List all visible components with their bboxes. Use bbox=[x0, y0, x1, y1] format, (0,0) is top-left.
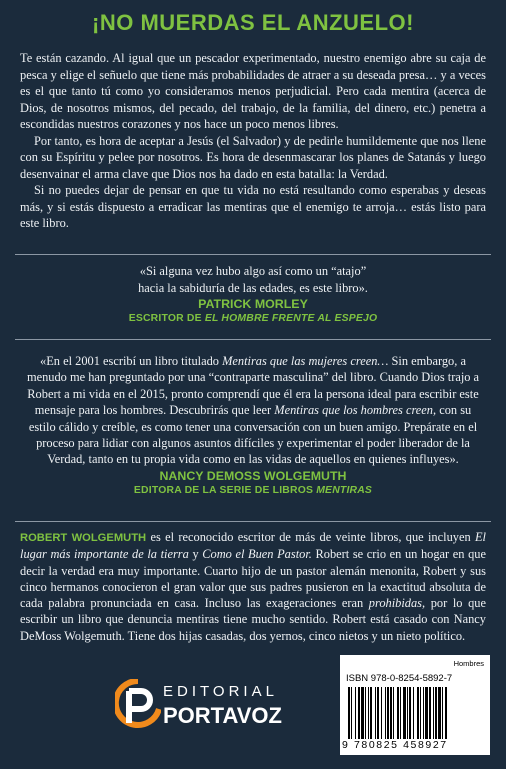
barcode-bar bbox=[423, 687, 424, 739]
endorser-role-prefix: EDITORA DE LA SERIE DE LIBROS bbox=[133, 484, 317, 496]
barcode-digits: 9 780825 458927 bbox=[342, 739, 448, 751]
barcode-bar bbox=[420, 687, 421, 739]
author-bio bbox=[20, 529, 486, 644]
barcode-bar bbox=[397, 687, 399, 739]
quote-text: «En el 2001 escribí un libro titulado bbox=[40, 354, 223, 368]
divider bbox=[15, 339, 491, 340]
intro-paragraph: Si no puedes dejar de pensar en que tu vida no está resultando como esperabas y deseas más, y si estás dispuesto a erradicar las mentiras que el enemigo te arroja… estás listo para este libro. bbox=[20, 183, 486, 230]
bio-text: Robert se crio en un hogar en que decir la verdad era muy importante. Cuarto hijo de un pastor alemán menonita, Robert y sus cinco hermanos conocieron el gran valor que sus padres pusieron en la exactitud absoluta de cada palabra pronunciada en casa. Incluso las exageraciones eran bbox=[20, 547, 486, 611]
bio-emphasis: prohibidas, bbox=[368, 596, 426, 611]
barcode-bar bbox=[445, 687, 447, 739]
barcode-bar bbox=[385, 687, 386, 739]
endorsement-quote bbox=[25, 353, 481, 468]
barcode-bar bbox=[425, 687, 428, 739]
bio-book-title: Como el Buen Pastor. bbox=[202, 547, 312, 562]
intro-paragraph: Te están cazando. Al igual que un pescador experimentado, nuestro enemigo abre su caja de pesca y elige el señuelo que tiene más probabilidades de atraer a su deseada presa… y a veces es el que tanto tú como yo consideramos menos perjudicial. Pero cada mentira (acerca de Dios, de nosotros mismos, del pecado, del trabajo, de la familia, del dinero, etc.) penetra a escondidas nuestros corazones y nos hace un poco menos libres. bbox=[20, 51, 486, 131]
barcode-bar bbox=[442, 687, 443, 739]
barcode-bar bbox=[358, 687, 360, 739]
endorser-role bbox=[25, 484, 481, 498]
barcode-bar bbox=[393, 687, 394, 739]
barcode-bar bbox=[407, 687, 408, 739]
bio-text: y bbox=[188, 547, 203, 562]
barcode-label bbox=[340, 655, 490, 755]
author-name: ROBERT WOLGEMUTH bbox=[20, 532, 147, 544]
barcode-bar bbox=[429, 687, 431, 739]
barcode-bar bbox=[435, 687, 437, 739]
quote-text: con su estilo cálido y creíble, es como tener una conversación con un buen amigo. Prepárate en el proceso para lidiar con algunos asuntos difíciles y experimentar el poder liberador de la Verdad, tanto en tu propia vida como en las vidas de aquellos en quienes influyes». bbox=[28, 403, 478, 467]
barcode-bar bbox=[433, 687, 434, 739]
barcode-bar bbox=[413, 687, 414, 739]
portavoz-p-logo-icon bbox=[115, 679, 161, 729]
barcode-bar bbox=[361, 687, 364, 739]
endorser-role-work: EL HOMBRE FRENTE AL ESPEJO bbox=[204, 313, 378, 324]
barcode-bar bbox=[368, 687, 369, 739]
barcode-bar bbox=[381, 687, 382, 739]
publisher-logo bbox=[115, 673, 282, 735]
intro-text bbox=[20, 50, 486, 232]
barcode-bar bbox=[348, 687, 350, 739]
barcode-bar bbox=[355, 687, 356, 739]
barcode-bar bbox=[400, 687, 401, 739]
endorsement-demoss bbox=[25, 353, 481, 498]
quote-text: Sin embargo, a menudo me han preguntado por una “contraparte masculina” del libro. Cuando Dios trajo a Robert a mi vida en el 2015, pronto comprendí que él era la persona ideal para escribir este mensaje para los hombres. Descubrirás que leer bbox=[26, 354, 480, 418]
intro-paragraph: Por tanto, es hora de aceptar a Jesús (el Salvador) y de pedirle humildemente que nos llene con su Espíritu y pelee por nosotros. Es hora de desenmascarar los planes de Satanás y luego desenvainar el arma clave que Dios nos ha dado en esta batalla: la Verdad. bbox=[20, 133, 486, 181]
barcode-bars bbox=[346, 687, 484, 739]
isbn-text: ISBN 978-0-8254-5892-7 bbox=[346, 673, 453, 684]
barcode-bar bbox=[438, 687, 441, 739]
barcode-bar bbox=[390, 687, 392, 739]
bio-text: es el reconocido escritor de más de veinte libros, que incluyen bbox=[146, 530, 475, 544]
barcode-bar bbox=[387, 687, 389, 739]
barcode-category: Hombres bbox=[453, 659, 484, 668]
endorser-role-work: MENTIRAS bbox=[316, 484, 373, 496]
divider bbox=[15, 521, 491, 522]
endorser-role-prefix: ESCRITOR DE bbox=[128, 313, 205, 324]
publisher-name-bottom: PORTAVOZ bbox=[163, 703, 282, 728]
divider bbox=[15, 254, 491, 255]
quote-book-title: Mentiras que las mujeres creen… bbox=[222, 354, 389, 368]
publisher-name-top: EDITORIAL bbox=[163, 683, 278, 700]
barcode-bar bbox=[377, 687, 379, 739]
bio-book-title: El lugar más importante de la tierra bbox=[20, 530, 486, 562]
barcode-bar bbox=[365, 687, 366, 739]
barcode-bar bbox=[351, 687, 352, 739]
endorsement-quote-line: hacia la sabiduría de las edades, es este libro». bbox=[138, 280, 368, 295]
bio-text: por lo que escribir un libro que denuncia mentiras tiene mucho sentido. Robert está casado con Nancy DeMoss Wolgemuth. Tiene dos hijas casadas, dos yernos, cinco nietos y un nieto político. bbox=[20, 596, 486, 643]
barcode-bar bbox=[403, 687, 406, 739]
barcode-bar bbox=[370, 687, 372, 739]
barcode-bar bbox=[375, 687, 376, 739]
endorser-name: PATRICK MORLEY bbox=[198, 297, 308, 311]
barcode-bar bbox=[417, 687, 419, 739]
endorser-name: NANCY DEMOSS WOLGEMUTH bbox=[159, 468, 347, 483]
endorsement-quote-line: «Si alguna vez hubo algo así como un “atajo” bbox=[139, 264, 367, 278]
endorsement-morley bbox=[25, 263, 481, 326]
quote-book-title: Mentiras que los hombres creen, bbox=[274, 403, 437, 418]
endorser-role bbox=[25, 312, 481, 326]
barcode-bar bbox=[409, 687, 411, 739]
cover-headline: ¡NO MUERDAS EL ANZUELO! bbox=[92, 10, 414, 35]
